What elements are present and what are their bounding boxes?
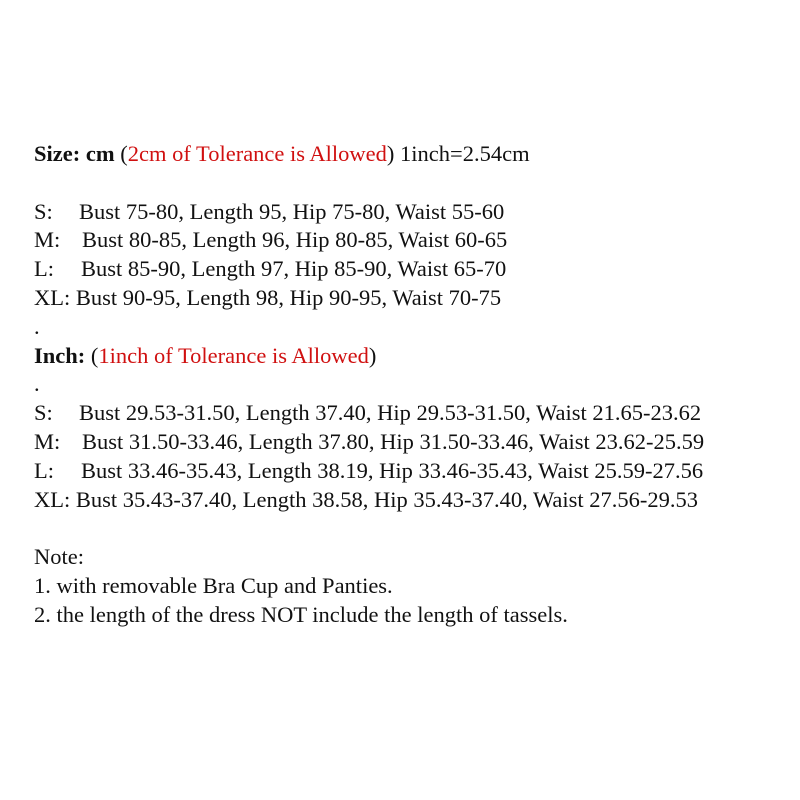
note-title: Note: <box>34 544 84 570</box>
cm-row-xl <box>34 284 794 313</box>
size-measurements: Bust 75-80, Length 95, Hip 75-80, Waist 55-60 <box>79 198 505 224</box>
cm-conversion: 1inch=2.54cm <box>394 141 530 166</box>
size-measurements: Bust 29.53-31.50, Length 37.40, Hip 29.53-31.50, Waist 21.65-23.62 <box>79 400 702 426</box>
size-label: S: <box>34 400 53 426</box>
inch-close-paren: ) <box>368 342 377 368</box>
separator-dot: . <box>34 371 40 397</box>
size-measurements: Bust 90-95, Length 98, Hip 90-95, Waist 70-75 <box>70 284 502 310</box>
size-measurements: Bust 33.46-35.43, Length 38.19, Hip 33.46-35.43, Waist 25.59-27.56 <box>81 457 704 483</box>
size-label: XL: <box>34 486 71 512</box>
inch-row-xl <box>34 486 794 515</box>
inch-header-label: Inch: <box>34 342 86 368</box>
cm-header-label: Size: cm <box>34 141 115 166</box>
inch-open-paren: ( <box>85 342 99 368</box>
size-measurements: Bust 31.50-33.46, Length 37.80, Hip 31.50-33.46, Waist 23.62-25.59 <box>82 428 705 454</box>
cm-row-l <box>34 255 794 284</box>
size-label: L: <box>34 457 54 483</box>
cm-row-m <box>34 226 794 255</box>
inch-row-m <box>34 428 794 457</box>
cm-row-s <box>34 198 794 227</box>
cm-open-paren: ( <box>114 141 128 166</box>
cm-close-paren: ) <box>386 141 395 166</box>
inch-row-l <box>34 457 794 486</box>
separator-dot: . <box>34 313 40 339</box>
size-measurements: Bust 35.43-37.40, Length 38.58, Hip 35.43-37.40, Waist 27.56-29.53 <box>70 486 698 512</box>
inch-row-s <box>34 399 794 428</box>
spacer <box>34 169 794 198</box>
cm-header-line <box>34 140 794 169</box>
note-item-1: 1. with removable Bra Cup and Panties. <box>34 572 393 598</box>
size-measurements: Bust 80-85, Length 96, Hip 80-85, Waist 60-65 <box>82 227 508 253</box>
inch-header-line <box>34 342 794 371</box>
size-chart-document <box>34 140 794 630</box>
inch-tolerance-note: 1inch of Tolerance is Allowed <box>98 342 369 368</box>
size-label: S: <box>34 198 53 224</box>
size-label: M: <box>34 227 61 253</box>
cm-tolerance-note: 2cm of Tolerance is Allowed <box>127 141 387 166</box>
size-label: M: <box>34 428 61 454</box>
spacer <box>34 514 794 543</box>
size-measurements: Bust 85-90, Length 97, Hip 85-90, Waist 65-70 <box>81 256 507 282</box>
size-label: XL: <box>34 284 71 310</box>
size-label: L: <box>34 256 54 282</box>
note-item-2: 2. the length of the dress NOT include the length of tassels. <box>34 601 568 627</box>
